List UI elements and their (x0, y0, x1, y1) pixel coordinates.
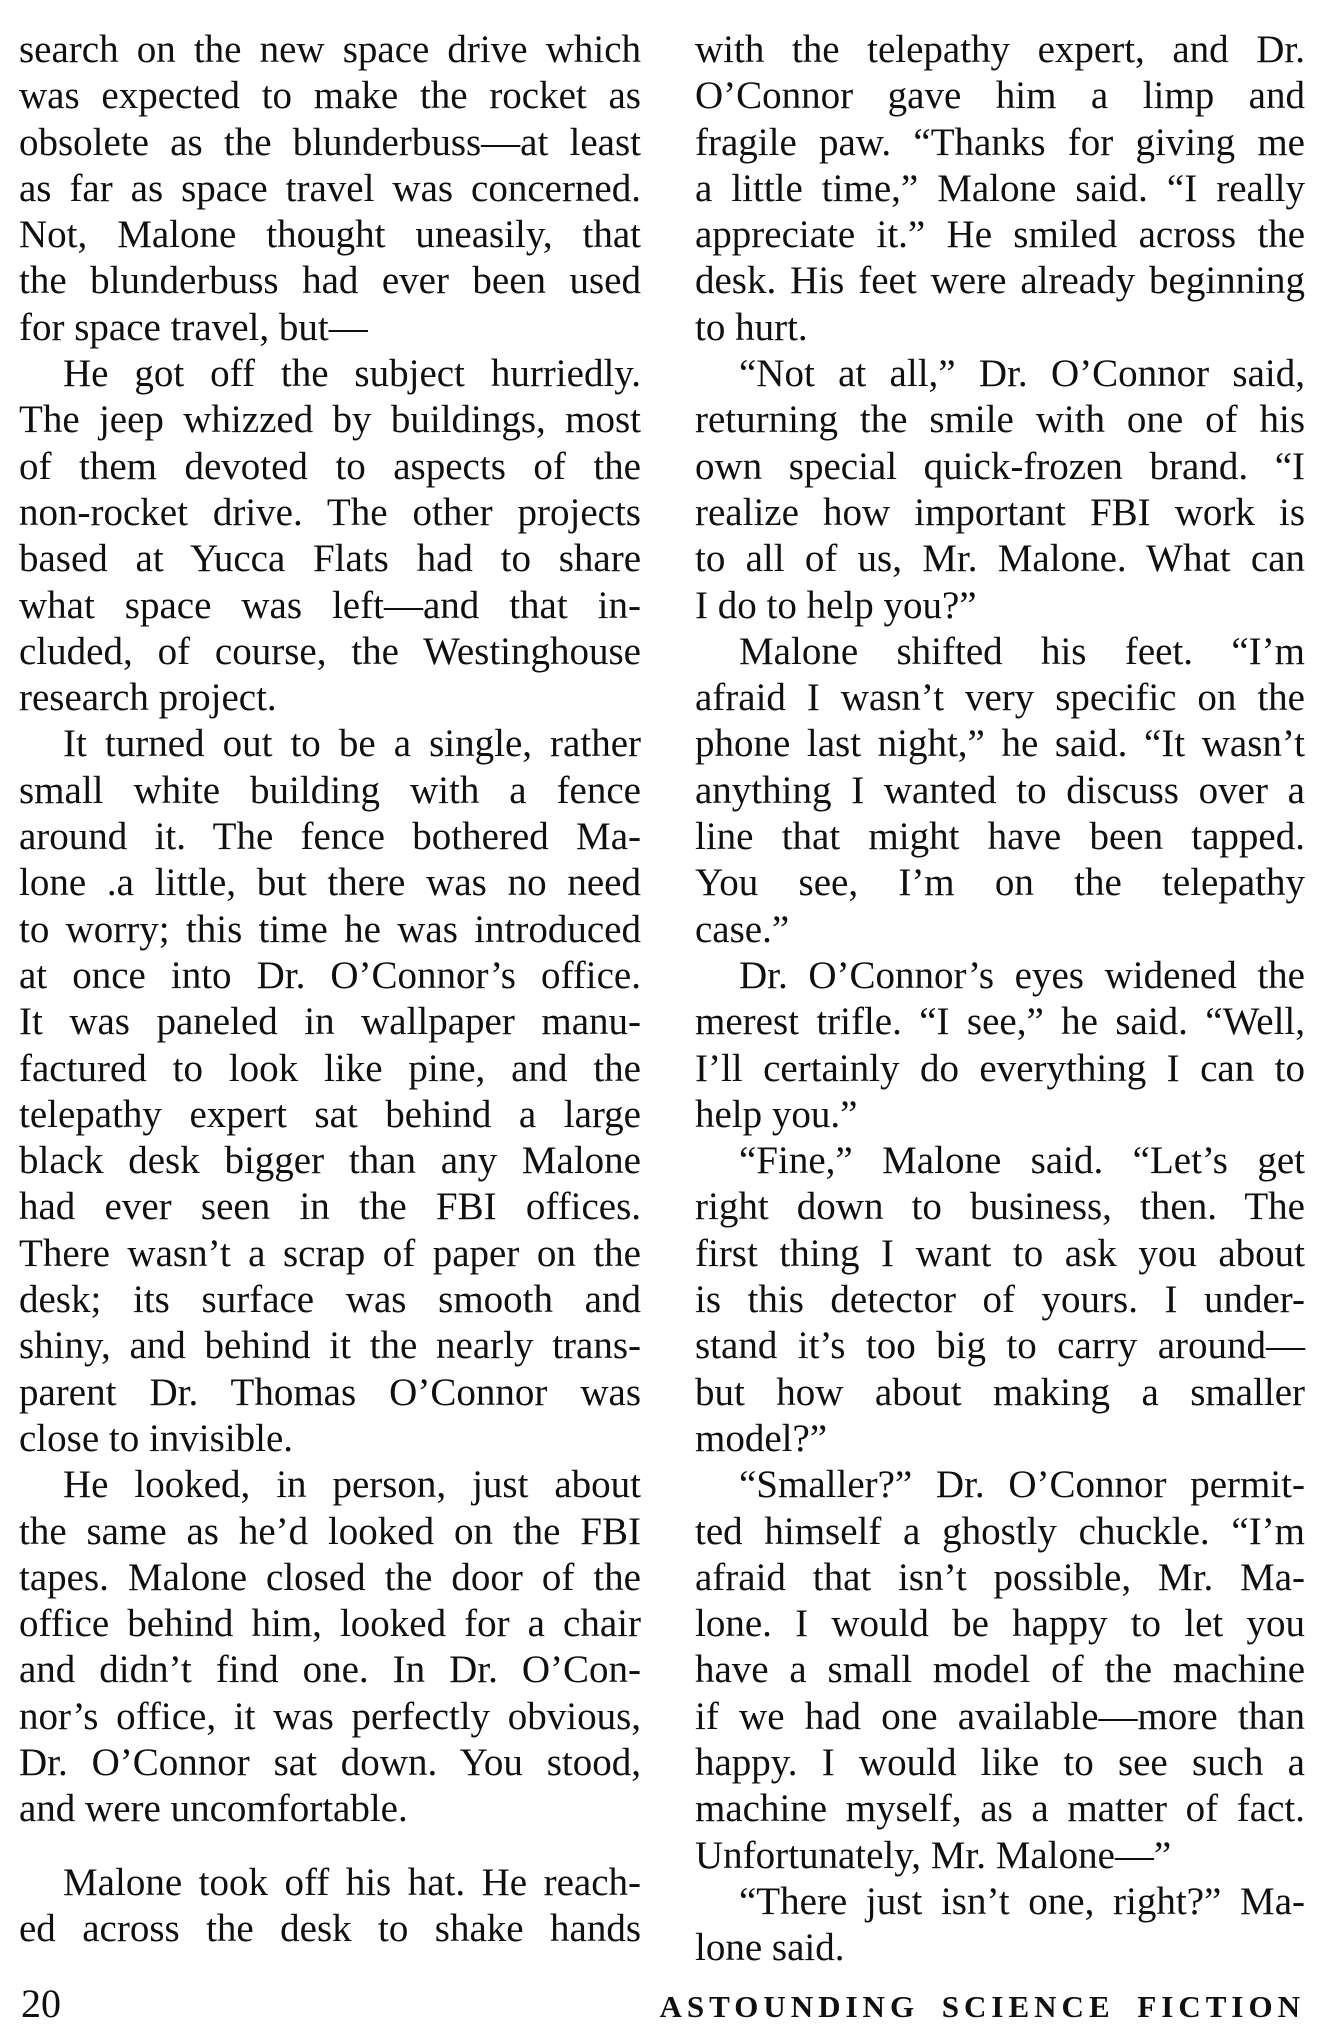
text-line: cluded, of course, the Westinghouse (19, 629, 641, 673)
text-line: tapes. Malone closed the door of the (19, 1555, 641, 1599)
text-line: close to invisible. (19, 1416, 294, 1460)
text-line: what space was left—and that in- (19, 583, 641, 627)
text-line: machine myself, as a matter of fact. (695, 1787, 1305, 1831)
text-line: “Smaller?” Dr. O’Connor permit- (739, 1463, 1305, 1507)
text-line: around it. The fence bothered Ma- (19, 815, 641, 859)
text-line: Unfortunately, Mr. Malone—” (695, 1833, 1172, 1877)
text-line: and were uncomfortable. (19, 1787, 408, 1831)
text-line: lone. I would be happy to let you (695, 1602, 1305, 1646)
text-line: It was paneled in wallpaper manu- (19, 1000, 641, 1044)
text-line: search on the new space drive which (19, 28, 641, 71)
text-line: “Not at all,” Dr. O’Connor said, (739, 352, 1305, 396)
text-line: for space travel, but— (19, 305, 368, 349)
text-line: Dr. O’Connor’s eyes widened the (739, 953, 1305, 997)
text-line: lone .a little, but there was no need (19, 861, 641, 905)
page-footer (21, 1981, 1305, 2026)
text-line: afraid that isn’t possible, Mr. Ma- (695, 1555, 1305, 1599)
text-line: office behind him, looked for a chair (19, 1602, 641, 1646)
text-line: Dr. O’Connor sat down. You stood, (19, 1740, 641, 1784)
text-line: model?” (695, 1416, 828, 1460)
text-line: the blunderbuss had ever been used (19, 259, 641, 303)
text-line: the same as he’d looked on the FBI (19, 1509, 641, 1553)
text-line: merest trifle. “I see,” he said. “Well, (695, 1000, 1305, 1044)
text-line: I’ll certainly do everything I can to (695, 1046, 1305, 1090)
text-line: It turned out to be a single, rather (63, 722, 641, 766)
text-line: “Fine,” Malone said. “Let’s get (739, 1139, 1305, 1183)
text-line: to worry; this time he was introduced (19, 907, 641, 951)
text-line: realize how important FBI work is (695, 490, 1305, 534)
text-line: returning the smile with one of his (695, 398, 1305, 442)
text-line: Not, Malone thought uneasily, that (19, 213, 641, 257)
text-line: was expected to make the rocket as (19, 74, 641, 118)
text-line: case.” (695, 907, 790, 951)
text-line: parent Dr. Thomas O’Connor was (19, 1370, 641, 1414)
text-line: lone said. (695, 1926, 845, 1970)
text-line: non-rocket drive. The other projects (19, 490, 641, 534)
text-line: to all of us, Mr. Malone. What can (695, 537, 1305, 581)
text-line: at once into Dr. O’Connor’s office. (19, 953, 641, 997)
text-line: There wasn’t a scrap of paper on the (19, 1231, 641, 1275)
text-line: He got off the subject hurriedly. (63, 352, 641, 396)
text-line: afraid I wasn’t very specific on the (695, 676, 1305, 720)
text-line: and didn’t find one. In Dr. O’Con- (19, 1648, 641, 1692)
text-line: He looked, in person, just about (63, 1463, 641, 1507)
text-line: “There just isn’t one, right?” Ma- (739, 1879, 1305, 1923)
text-line: to hurt. (695, 305, 808, 349)
text-line: is this detector of yours. I under- (695, 1278, 1305, 1322)
page-number: 20 (21, 1981, 61, 2026)
text-line: first thing I want to ask you about (695, 1231, 1305, 1275)
text-line: O’Connor gave him a limp and (695, 74, 1305, 118)
text-line: own special quick-frozen brand. “I (695, 444, 1305, 488)
text-line: stand it’s too big to carry around— (695, 1324, 1305, 1368)
text-line: right down to business, then. The (695, 1185, 1305, 1229)
text-line: appreciate it.” He smiled across the (695, 213, 1305, 257)
text-line: a little time,” Malone said. “I really (695, 166, 1305, 210)
text-line: ted himself a ghostly chuckle. “I’m (695, 1509, 1305, 1553)
text-line: help you.” (695, 1092, 858, 1136)
text-line: nor’s office, it was perfectly obvious, (19, 1694, 641, 1738)
left-column (19, 27, 641, 1971)
text-line: phone last night,” he said. “It wasn’t (695, 722, 1305, 766)
text-line: telepathy expert sat behind a large (19, 1092, 641, 1136)
text-line: desk. His feet were already beginning (695, 259, 1305, 303)
text-line: The jeep whizzed by buildings, most (19, 398, 641, 442)
text-line: happy. I would like to see such a (695, 1740, 1305, 1784)
text-line: black desk bigger than any Malone (19, 1139, 641, 1183)
text-line: obsolete as the blunderbuss—at least (19, 120, 641, 164)
text-line: small white building with a fence (19, 768, 641, 812)
text-line: based at Yucca Flats had to share (19, 537, 641, 581)
text-line: with the telepathy expert, and Dr. (695, 28, 1305, 71)
text-line: fragile paw. “Thanks for giving me (695, 120, 1305, 164)
text-line: Malone shifted his feet. “I’m (739, 629, 1305, 673)
text-line: line that might have been tapped. (695, 815, 1305, 859)
text-line: of them devoted to aspects of the (19, 444, 641, 488)
text-columns (19, 27, 1305, 1971)
text-line: anything I wanted to discuss over a (695, 768, 1305, 812)
text-line: factured to look like pine, and the (19, 1046, 641, 1090)
text-line: have a small model of the machine (695, 1648, 1305, 1692)
right-column (695, 27, 1305, 1971)
text-line: I do to help you?” (695, 583, 977, 627)
text-line: if we had one available—more than (695, 1694, 1305, 1738)
text-line: Malone took off his hat. He reach- (63, 1860, 641, 1904)
text-line: had ever seen in the FBI offices. (19, 1185, 641, 1229)
text-line: but how about making a smaller (695, 1370, 1305, 1414)
text-line: shiny, and behind it the nearly trans- (19, 1324, 641, 1368)
magazine-title: ASTOUNDING SCIENCE FICTION (659, 1989, 1305, 2024)
text-line: You see, I’m on the telepathy (695, 861, 1305, 905)
text-line: desk; its surface was smooth and (19, 1278, 641, 1322)
text-line: ed across the desk to shake hands (19, 1906, 641, 1950)
text-line: research project. (19, 676, 277, 720)
text-line: as far as space travel was concerned. (19, 166, 641, 210)
